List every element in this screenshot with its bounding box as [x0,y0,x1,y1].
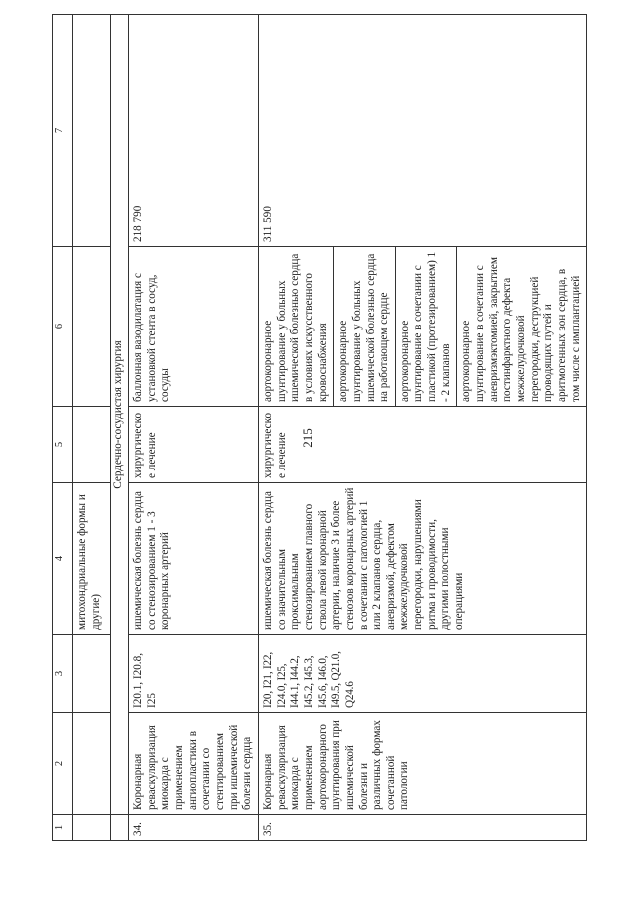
page-number: 215 [300,428,315,448]
row-cost: 311 590 [258,15,586,247]
table-row [258,15,586,841]
row-treatment: хирургическое лечение [258,407,586,483]
row-cost: 218 790 [129,15,259,247]
row-method: аортокоронарное шунтирование в сочетании с аневризмэктомией, закрытием постинфарктного дефекта межжелудочковой перегородки, деструкцией проводящих путей и аритмогенных зон сердца, в том числе с имплантацией [460,257,582,402]
row-method: баллонная вазодилатация с установкой стента в сосуд, сосуды [129,247,259,407]
column-number: 7 [53,15,73,247]
medical-care-table [52,14,587,841]
row-method: аортокоронарное шунтирование у больных ишемической болезнью сердца в условиях искусственного кровоснабжения [259,247,334,406]
row-model: ишемическая болезнь сердца со значительным проксимальным стенозированием главного ствола левой коронарной артерии, наличие 3 и более стенозов коронарных артерий в сочетании с патологией 1 или 2 клапанов сердца, аневризмой, дефектом межжелудочковой перегородки, нарушениями ритма и проводимости, другими полостными операциями [258,483,586,635]
section-title: Сердечно-сосудистая хирургия [111,15,129,815]
column-number: 6 [53,247,73,407]
section-row [111,15,129,841]
column-number: 5 [53,407,73,483]
continuation-text: митохондриальные формы и другие) [73,483,111,635]
row-treatment: хирургическое лечение [129,407,259,483]
row-method: аортокоронарное шунтирование в сочетании с пластикой (протезированием) 1 - 2 клапанов [396,247,458,406]
row-methods [258,247,586,407]
table-row [129,15,259,841]
row-name: Коронарная реваскуляризация миокарда с применением ангиопластики в сочетании со стентированием при ишемической болезни сердца [129,713,259,815]
row-model: ишемическая болезнь сердца со стенозированием 1 - 3 коронарных артерий [129,483,259,635]
row-codes: I20.1, I20.8, I25 [129,635,259,713]
row-number: 34. [129,815,259,841]
column-number: 2 [53,713,73,815]
row-name: Коронарная реваскуляризация миокарда с применением аортокоронарного шунтирования при ишемической болезни и различных формах сочетанной патологии [258,713,586,815]
column-number-row [53,15,73,841]
column-number: 3 [53,635,73,713]
row-method: аортокоронарное шунтирование у больных ишемической болезнью сердца на работающем сердце [334,247,396,406]
row-number: 35. [258,815,586,841]
row-codes: I20, I21, I22, I24.0, I25, I44.1, I44.2, I45.2, I45.3, I45.6, I46.0, I49.5, Q21.0, Q24.6 [258,635,586,713]
column-number: 4 [53,483,73,635]
column-number: 1 [53,815,73,841]
continuation-row [73,15,111,841]
rotated-table-container [52,15,585,841]
